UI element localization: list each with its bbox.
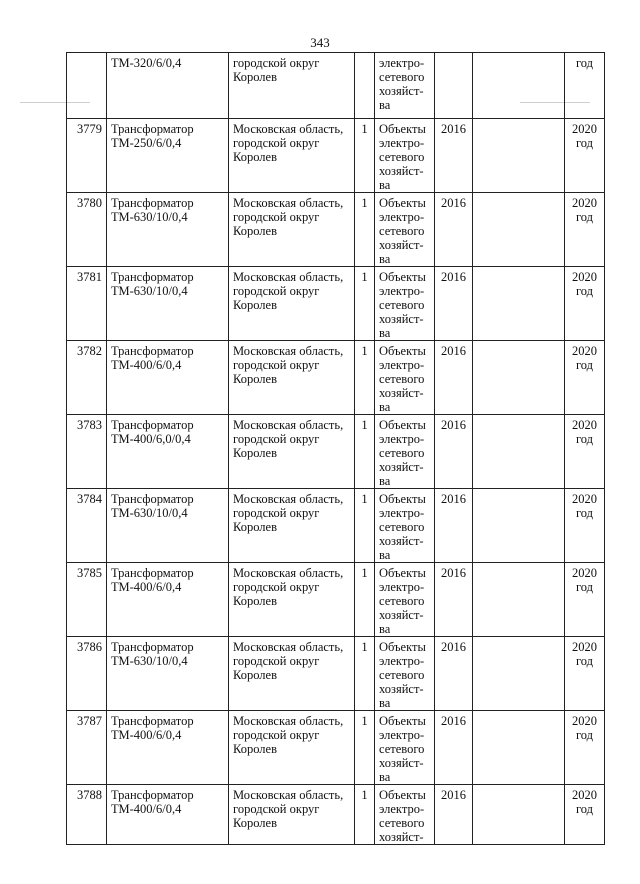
item-location-line: городской округ (233, 210, 320, 224)
item-category-line: Объекты (379, 640, 426, 654)
item-category-line: электро- (379, 580, 425, 594)
item-category-line: хозяйст- (379, 682, 424, 696)
item-quantity: 1 (355, 563, 375, 637)
item-due (565, 637, 605, 711)
item-location-line: Королев (233, 742, 277, 756)
item-location-line: городской округ (233, 802, 320, 816)
table-row (67, 563, 605, 637)
item-category-line: электро- (379, 802, 425, 816)
item-location-line: Королев (233, 668, 277, 682)
item-name-line: Трансформатор (111, 566, 194, 580)
item-category-line: Объекты (379, 270, 426, 284)
item-blank (473, 711, 565, 785)
item-due-line: год (575, 358, 594, 372)
item-category (375, 119, 435, 193)
item-name (107, 489, 229, 563)
item-name-line: ТМ-630/10/0,4 (111, 210, 188, 224)
table-row (67, 341, 605, 415)
item-category-line: ва (379, 696, 391, 710)
item-category (375, 53, 435, 119)
item-category-line: сетевого (379, 668, 425, 682)
item-location (229, 119, 355, 193)
item-location (229, 785, 355, 845)
item-location-line: Королев (233, 70, 277, 84)
item-location (229, 193, 355, 267)
item-category (375, 415, 435, 489)
item-due-line: 2020 (572, 566, 597, 580)
item-year: 2016 (435, 193, 473, 267)
item-blank (473, 415, 565, 489)
item-location-line: городской округ (233, 136, 320, 150)
item-category (375, 267, 435, 341)
item-year: 2016 (435, 563, 473, 637)
item-location (229, 267, 355, 341)
item-due-line: 2020 (572, 418, 597, 432)
item-category-line: сетевого (379, 298, 425, 312)
item-category-line: хозяйст- (379, 312, 424, 326)
item-category-line: ва (379, 548, 391, 562)
item-category-line: хозяйст- (379, 164, 424, 178)
item-quantity (355, 53, 375, 119)
item-category-line: хозяйст- (379, 238, 424, 252)
item-year: 2016 (435, 489, 473, 563)
item-location-line: городской округ (233, 506, 320, 520)
item-due (565, 53, 605, 119)
item-name-line: ТМ-250/6/0,4 (111, 136, 182, 150)
item-due (565, 193, 605, 267)
table-row (67, 785, 605, 845)
item-name-line: Трансформатор (111, 344, 194, 358)
item-due-line: год (575, 654, 594, 668)
item-category-line: электро- (379, 210, 425, 224)
item-name (107, 711, 229, 785)
item-due (565, 785, 605, 845)
table-row (67, 489, 605, 563)
item-blank (473, 785, 565, 845)
item-location-line: Королев (233, 446, 277, 460)
item-location-line: городской округ (233, 284, 320, 298)
item-due-line: год (575, 580, 594, 594)
item-quantity: 1 (355, 267, 375, 341)
item-location-line: городской округ (233, 728, 320, 742)
item-category-line: сетевого (379, 816, 425, 830)
item-due-line: год (575, 432, 594, 446)
item-location-line: городской округ (233, 56, 320, 70)
item-category-line: ва (379, 178, 391, 192)
item-quantity: 1 (355, 193, 375, 267)
table-row (67, 637, 605, 711)
table-row (67, 193, 605, 267)
item-name (107, 267, 229, 341)
item-blank (473, 637, 565, 711)
row-number: 3787 (67, 711, 107, 785)
item-quantity: 1 (355, 711, 375, 785)
item-category (375, 563, 435, 637)
item-due-line: 2020 (572, 196, 597, 210)
item-category-line: электро- (379, 136, 425, 150)
item-due (565, 711, 605, 785)
item-blank (473, 563, 565, 637)
item-due-line: год (575, 136, 594, 150)
item-category-line: хозяйст- (379, 460, 424, 474)
item-category-line: ва (379, 474, 391, 488)
row-number: 3785 (67, 563, 107, 637)
item-category-line: электро- (379, 284, 425, 298)
item-location-line: Королев (233, 520, 277, 534)
item-name-line: Трансформатор (111, 714, 194, 728)
row-number: 3780 (67, 193, 107, 267)
item-location-line: Московская область, (233, 270, 344, 284)
item-quantity: 1 (355, 637, 375, 711)
item-category-line: Объекты (379, 418, 426, 432)
item-due-line: 2020 (572, 640, 597, 654)
item-location-line: Королев (233, 372, 277, 386)
item-name-line: Трансформатор (111, 270, 194, 284)
item-year (435, 53, 473, 119)
item-year: 2016 (435, 341, 473, 415)
item-name (107, 119, 229, 193)
item-category-line: сетевого (379, 372, 425, 386)
item-category (375, 711, 435, 785)
item-due-line: 2020 (572, 344, 597, 358)
item-location-line: Московская область, (233, 492, 344, 506)
item-name (107, 637, 229, 711)
item-name-line: Трансформатор (111, 492, 194, 506)
item-year: 2016 (435, 711, 473, 785)
item-category-line: хозяйст- (379, 756, 424, 770)
item-due-line: год (575, 506, 594, 520)
item-name (107, 53, 229, 119)
item-due-line: 2020 (572, 714, 597, 728)
item-category-line: электро- (379, 728, 425, 742)
item-blank (473, 53, 565, 119)
item-category-line: ва (379, 326, 391, 340)
item-blank (473, 489, 565, 563)
item-category-line: хозяйст- (379, 84, 424, 98)
item-location (229, 489, 355, 563)
item-name (107, 341, 229, 415)
item-quantity: 1 (355, 489, 375, 563)
item-location-line: Королев (233, 594, 277, 608)
item-category-line: Объекты (379, 566, 426, 580)
item-category-line: ва (379, 622, 391, 636)
item-due (565, 415, 605, 489)
item-due-line: 2020 (572, 492, 597, 506)
item-quantity: 1 (355, 785, 375, 845)
item-name-line: ТМ-400/6/0,4 (111, 802, 182, 816)
row-number: 3788 (67, 785, 107, 845)
item-category (375, 193, 435, 267)
item-category-line: хозяйст- (379, 534, 424, 548)
item-category-line: ва (379, 98, 391, 112)
item-category (375, 341, 435, 415)
row-number: 3782 (67, 341, 107, 415)
item-category-line: сетевого (379, 520, 425, 534)
item-category-line: сетевого (379, 70, 425, 84)
row-number: 3784 (67, 489, 107, 563)
row-number: 3786 (67, 637, 107, 711)
item-location-line: Московская область, (233, 418, 344, 432)
item-name-line: ТМ-400/6,0/0,4 (111, 432, 191, 446)
item-due-line: 2020 (572, 122, 597, 136)
item-location (229, 637, 355, 711)
table-body (67, 53, 605, 845)
item-location-line: Московская область, (233, 196, 344, 210)
item-blank (473, 119, 565, 193)
item-name (107, 563, 229, 637)
item-category-line: электро- (379, 654, 425, 668)
item-due (565, 341, 605, 415)
item-category-line: Объекты (379, 788, 426, 802)
item-due-line: год (575, 802, 594, 816)
table-row (67, 711, 605, 785)
item-name-line: ТМ-320/6/0,4 (111, 56, 182, 70)
item-year: 2016 (435, 637, 473, 711)
item-location (229, 415, 355, 489)
item-location (229, 53, 355, 119)
row-number: 3779 (67, 119, 107, 193)
item-quantity: 1 (355, 341, 375, 415)
item-blank (473, 341, 565, 415)
item-name-line: ТМ-400/6/0,4 (111, 358, 182, 372)
item-category-line: ва (379, 400, 391, 414)
item-category (375, 637, 435, 711)
item-category-line: электро- (379, 56, 425, 70)
row-number (67, 53, 107, 119)
asset-registry-table (66, 52, 605, 845)
item-name (107, 785, 229, 845)
item-due (565, 563, 605, 637)
item-location-line: Королев (233, 150, 277, 164)
page-number: 343 (310, 35, 330, 50)
item-due-line: 2020 (572, 270, 597, 284)
item-due-line: год (575, 210, 594, 224)
item-category-line: хозяйст- (379, 386, 424, 400)
item-category-line: сетевого (379, 446, 425, 460)
item-name-line: ТМ-400/6/0,4 (111, 580, 182, 594)
item-name-line: Трансформатор (111, 196, 194, 210)
item-due (565, 489, 605, 563)
item-category-line: Объекты (379, 344, 426, 358)
item-category-line: Объекты (379, 122, 426, 136)
item-blank (473, 267, 565, 341)
item-name-line: ТМ-630/10/0,4 (111, 284, 188, 298)
table-row (67, 415, 605, 489)
item-location-line: Королев (233, 298, 277, 312)
item-category-line: хозяйст- (379, 830, 424, 844)
item-location-line: Московская область, (233, 714, 344, 728)
item-name-line: Трансформатор (111, 788, 194, 802)
item-name-line: Трансформатор (111, 640, 194, 654)
item-category-line: электро- (379, 358, 425, 372)
item-location-line: городской округ (233, 580, 320, 594)
item-location-line: Московская область, (233, 344, 344, 358)
item-category-line: хозяйст- (379, 608, 424, 622)
item-location-line: Королев (233, 816, 277, 830)
item-category (375, 785, 435, 845)
item-location-line: городской округ (233, 432, 320, 446)
item-category-line: сетевого (379, 742, 425, 756)
item-category-line: Объекты (379, 714, 426, 728)
item-category-line: ва (379, 770, 391, 784)
item-category-line: Объекты (379, 196, 426, 210)
item-name-line: ТМ-630/10/0,4 (111, 654, 188, 668)
item-due (565, 267, 605, 341)
item-year: 2016 (435, 267, 473, 341)
item-due-line: 2020 (572, 788, 597, 802)
item-category-line: сетевого (379, 594, 425, 608)
item-location-line: городской округ (233, 654, 320, 668)
item-blank (473, 193, 565, 267)
item-category-line: Объекты (379, 492, 426, 506)
item-due-line: год (575, 56, 594, 70)
item-name (107, 193, 229, 267)
item-location (229, 711, 355, 785)
item-category-line: сетевого (379, 224, 425, 238)
item-year: 2016 (435, 785, 473, 845)
item-due-line: год (575, 284, 594, 298)
item-category (375, 489, 435, 563)
table-row (67, 119, 605, 193)
item-name-line: Трансформатор (111, 122, 194, 136)
row-number: 3783 (67, 415, 107, 489)
table-row (67, 267, 605, 341)
row-number: 3781 (67, 267, 107, 341)
item-year: 2016 (435, 119, 473, 193)
item-location-line: Московская область, (233, 122, 344, 136)
table-row (67, 53, 605, 119)
item-location-line: Королев (233, 224, 277, 238)
item-name-line: ТМ-630/10/0,4 (111, 506, 188, 520)
item-category-line: электро- (379, 432, 425, 446)
item-name-line: Трансформатор (111, 418, 194, 432)
item-due (565, 119, 605, 193)
item-name-line: ТМ-400/6/0,4 (111, 728, 182, 742)
item-name (107, 415, 229, 489)
item-quantity: 1 (355, 415, 375, 489)
item-location-line: Московская область, (233, 566, 344, 580)
item-due-line: год (575, 728, 594, 742)
item-location-line: Московская область, (233, 788, 344, 802)
item-category-line: ва (379, 252, 391, 266)
item-location-line: Московская область, (233, 640, 344, 654)
item-location-line: городской округ (233, 358, 320, 372)
item-location (229, 563, 355, 637)
item-category-line: электро- (379, 506, 425, 520)
item-year: 2016 (435, 415, 473, 489)
item-quantity: 1 (355, 119, 375, 193)
item-category-line: сетевого (379, 150, 425, 164)
item-location (229, 341, 355, 415)
